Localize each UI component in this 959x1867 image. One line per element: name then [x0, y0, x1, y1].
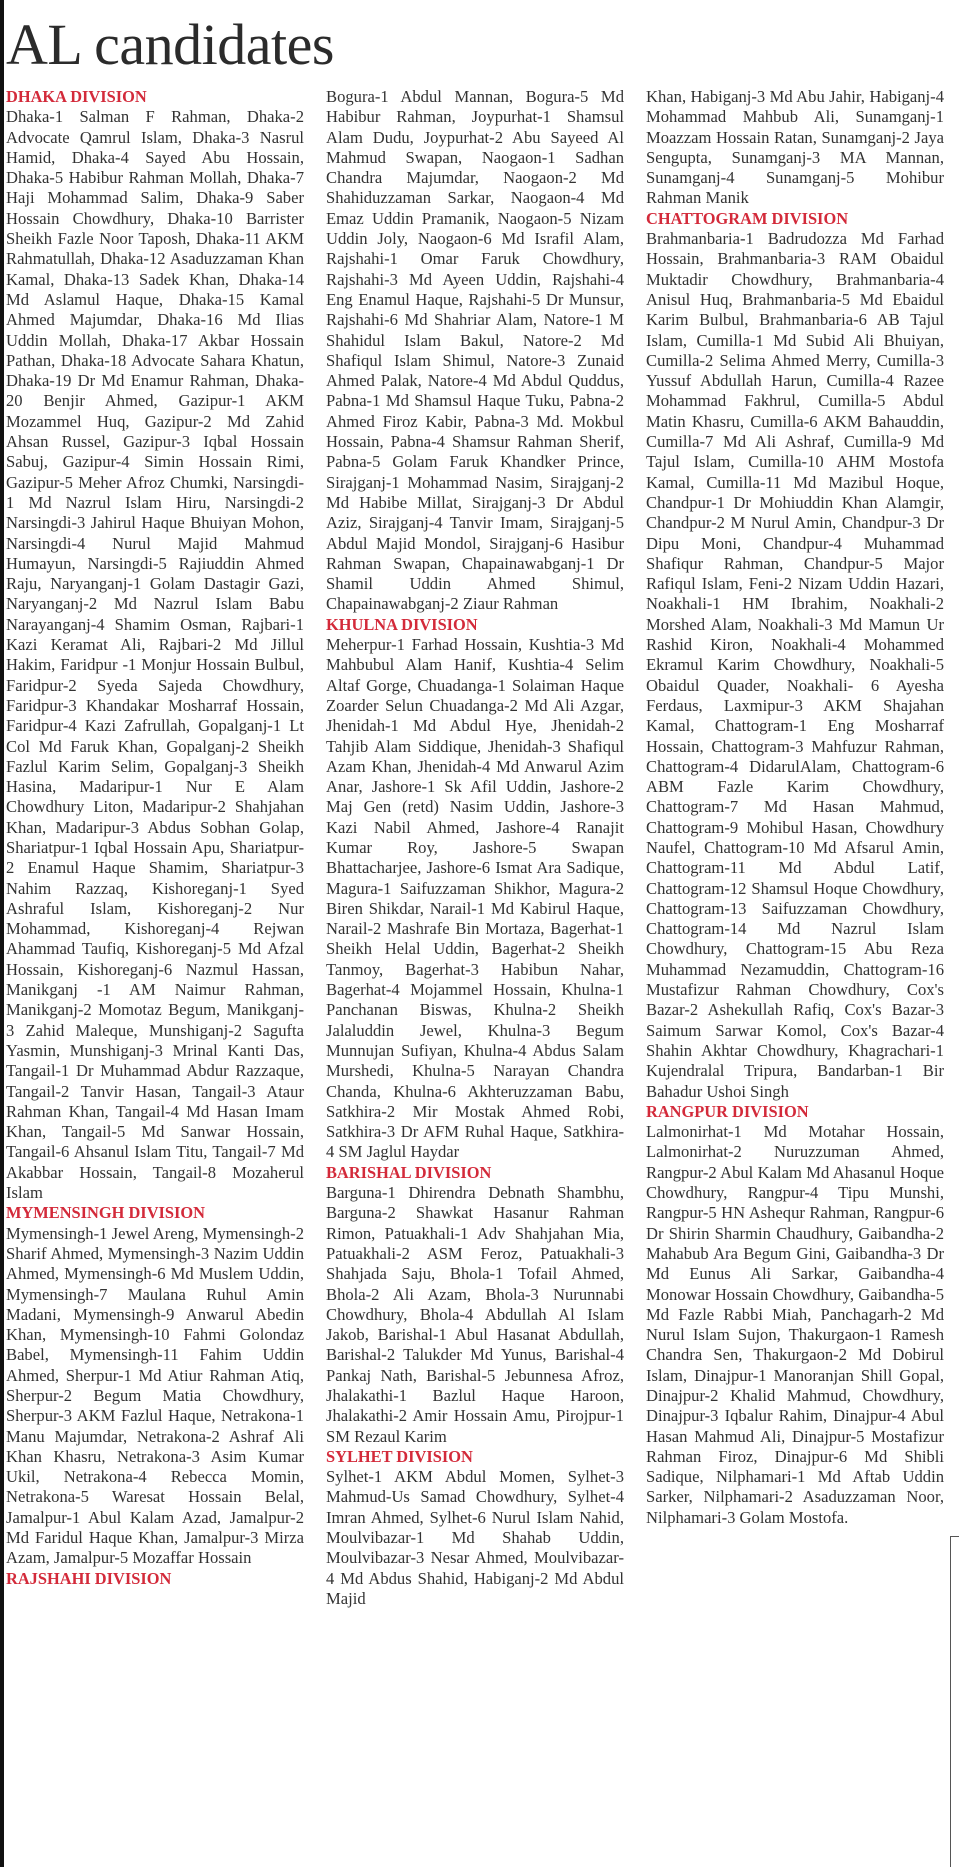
- division-heading-dhaka: DHAKA DIVISION: [6, 87, 147, 106]
- division-heading-chattogram: CHATTOGRAM DIVISION: [646, 208, 849, 228]
- candidate-list-rangpur: Lalmonirhat-1 Md Motahar Hossain, Lalmonirhat-2 Nuruzzuman Ahmed, Rangpur-2 Abul Kalam Md Ahasanul Hoque Chowdhury, Rangpur-4 Tipu Munshi, Rangpur-5 HN Ashequr Rahman, Rangpur-6 Dr Shirin Sharmin Chaudhury, Gaibandha-2 Mahabub Ara Begum Gini, Gaibandha-3 Dr Md Eunus Ali Sarkar, Gaibandha-4 Monowar Hossain Chowdhury, Gaibandha-5 Md Fazle Rabbi Miah, Panchagarh-2 Md Nurul Islam Sujon, Thakurgaon-1 Ramesh Chandra Sen, Thakurgaon-2 Md Dobirul Islam, Dinajpur-1 Manoranjan Shill Gopal, Dinajpur-2 Khalid Mahmud, Chowdhury, Dinajpur-3 Iqbalur Rahim, Dinajpur-4 Abul Hasan Mahmud Ali, Dinajpur-5 Mostafizur Rahman Firoz, Dinajpur-6 Md Shibli Sadique, Nilphamari-1 Md Aftab Uddin Sarker, Nilphamari-2 Asaduzzaman Noor, Nilphamari-3 Golam Mostofa.: [646, 1122, 944, 1527]
- adjacent-article-border: [950, 1536, 959, 1867]
- candidate-list-sylhet: Sylhet-1 AKM Abdul Momen, Sylhet-3 Mahmud-Us Samad Chowdhury, Sylhet-4 Imran Ahmed, Sylhet-6 Nurul Islam Nahid, Moulvibazar-1 Md Shahab Uddin, Moulvibazar-3 Nesar Ahmed, Moulvibazar-4 Md Abdus Shahid, Habiganj-2 Md Abdul Majid: [326, 1467, 624, 1608]
- left-edge-border: [0, 0, 4, 1867]
- page-title: AL candidates: [6, 12, 334, 77]
- division-heading-rangpur: RANGPUR DIVISION: [646, 1101, 809, 1121]
- candidate-list-mymensingh: Mymensingh-1 Jewel Areng, Mymensingh-2 Sharif Ahmed, Mymensingh-3 Nazim Uddin Ahmed, Mymensingh-6 Md Muslem Uddin, Mymensingh-7 Maulana Ruhul Amin Madani, Mymensingh-9 Anwarul Abedin Khan, Mymensingh-10 Fahmi Golondaz Babel, Mymensingh-11 Fahim Uddin Ahmed, Sherpur-1 Md Atiur Rahman Atiq, Sherpur-2 Begum Matia Chowdhury, Sherpur-3 AKM Fazlul Haque, Netrakona-1 Manu Majumdar, Netrakona-2 Ashraf Ali Khan Khasru, Netrakona-3 Asim Kumar Ukil, Netrakona-4 Rebecca Momin, Netrakona-5 Waresat Hossain Belal, Jamalpur-1 Abul Kalam Azad, Jamalpur-2 Md Faridul Haque Khan, Jamalpur-3 Mirza Azam, Jamalpur-5 Mozaffar Hossain: [6, 1223, 304, 1568]
- candidate-list-dhaka: Dhaka-1 Salman F Rahman, Dhaka-2 Advocate Qamrul Islam, Dhaka-3 Nasrul Hamid, Dhaka-4 Sayed Abu Hossain, Dhaka-5 Habibur Rahman Mollah, Dhaka-7 Haji Mohammad Salim, Dhaka-9 Saber Hossain Chowdhury, Dhaka-10 Barrister Sheikh Fazle Noor Taposh, Dhaka-11 AKM Rahmatullah, Dhaka-12 Asaduzzaman Khan Kamal, Dhaka-13 Sadek Khan, Dhaka-14 Md Aslamul Haque, Dhaka-15 Kamal Ahmed Majumdar, Dhaka-16 Md Ilias Uddin Mollah, Dhaka-17 Akbar Hossain Pathan, Dhaka-18 Advocate Sahara Khatun, Dhaka-19 Dr Md Enamur Rahman, Dhaka-20 Benjir Ahmed, Gazipur-1 AKM Mozammel Huq, Gazipur-2 Md Zahid Ahsan Russel, Gazipur-3 Iqbal Hossain Sabuj, Gazipur-4 Simin Hossain Rimi, Gazipur-5 Meher Afroz Chumki, Narsingdi-1 Md Nazrul Islam Hiru, Narsingdi-2 Narsingdi-3 Jahirul Haque Bhuiyan Mohon, Narsingdi-4 Nurul Majid Mahmud Humayun, Narsingdi-5 Rajiuddin Ahmed Raju, Naryanganj-1 Golam Dastagir Gazi, Naryanganj-2 Md Nazrul Islam Babu Narayanganj-4 Shamim Osman, Rajbari-1 Kazi Keramat Ali, Rajbari-2 Md Jillul Hakim, Faridpur -1 Monjur Hossain Bulbul, Faridpur-2 Syeda Sajeda Chowdhury, Faridpur-3 Khandakar Mosharraf Hossain, Faridpur-4 Kazi Zafrullah, Gopalganj-1 Lt Col Md Faruk Khan, Gopalganj-2 Sheikh Fazlul Karim Selim, Gopalganj-3 Sheikh Hasina, Madaripur-1 Nur E Alam Chowdhury Liton, Madaripur-2 Shahjahan Khan, Madaripur-3 Abdus Sobhan Golap, Shariatpur-1 Iqbal Hossain Apu, Shariatpur-2 Enamul Haque Shamim, Shariatpur-3 Nahim Razzaq, Kishoreganj-1 Syed Ashraful Islam, Kishoreganj-2 Nur Mohammad, Kishoreganj-4 Rejwan Ahammad Taufiq, Kishoreganj-5 Md Afzal Hossain, Kishoreganj-6 Nazmul Hassan, Manikganj -1 AM Naimur Rahman, Manikganj-2 Momotaz Begum, Manikganj-3 Zahid Maleque, Munshiganj-2 Sagufta Yasmin, Munshiganj-3 Mrinal Kanti Das, Tangail-1 Dr Muhammad Abdur Razzaque, Tangail-2 Tanvir Hasan, Tangail-3 Ataur Rahman Khan, Tangail-4 Md Hasan Imam Khan, Tangail-5 Md Sanwar Hossain, Tangail-6 Ahsanul Islam Titu, Tangail-7 Md Akabbar Hossain, Tangail-8 Mozaherul Islam: [6, 107, 304, 1203]
- division-heading-barishal: BARISHAL DIVISION: [326, 1162, 492, 1182]
- candidate-list-khulna: Meherpur-1 Farhad Hossain, Kushtia-3 Md Mahbubul Alam Hanif, Kushtia-4 Selim Altaf Gorge, Chuadanga-1 Solaiman Haque Zoarder Selun Chuadanga-2 Md Ali Azgar, Jhenidah-1 Md Abdul Hye, Jhenidah-2 Tahjib Alam Siddique, Jhenidah-3 Shafiqul Azam Khan, Jhenidah-4 Md Anwarul Azim Anar, Jashore-1 Sk Afil Uddin, Jashore-2 Maj Gen (retd) Nasim Uddin, Jashore-3 Kazi Nabil Ahmed, Jashore-4 Ranajit Kumar Roy, Jashore-5 Swapan Bhattacharjee, Jashore-6 Ismat Ara Sadique, Magura-1 Saifuzzaman Shikhor, Magura-2 Biren Shikdar, Narail-1 Md Kabirul Haque, Narail-2 Mashrafe Bin Mortaza, Bagerhat-1 Sheikh Helal Uddin, Bagerhat-2 Sheikh Tanmoy, Bagerhat-3 Habibun Nahar, Bagerhat-4 Mojammel Hossain, Khulna-1 Panchanan Biswas, Khulna-2 Sheikh Jalaluddin Jewel, Khulna-3 Begum Munnujan Sufiyan, Khulna-4 Abdus Salam Murshedi, Khulna-5 Narayan Chandra Chanda, Khulna-6 Akhteruzzaman Babu, Satkhira-2 Mir Mostak Ahmed Robi, Satkhira-3 Dr AFM Ruhal Haque, Satkhira-4 SM Jaglul Haydar: [326, 635, 624, 1162]
- column-3: [646, 87, 944, 1528]
- candidate-list-chattogram: Brahmanbaria-1 Badrudozza Md Farhad Hossain, Brahmanbaria-3 RAM Obaidul Muktadir Chowdhury, Brahmanbaria-4 Anisul Huq, Brahmanbaria-5 Md Ebaidul Karim Bulbul, Brahmanbaria-6 AB Tajul Islam, Cumilla-1 Md Subid Ali Bhuiyan, Cumilla-2 Selima Ahmed Merry, Cumilla-3 Yussuf Abdullah Harun, Cumilla-4 Razee Mohammad Fakhrul, Cumilla-5 Abdul Matin Khasru, Cumilla-6 AKM Bahauddin, Cumilla-7 Md Ali Ashraf, Cumilla-9 Md Tajul Islam, Cumilla-10 AHM Mostofa Kamal, Cumilla-11 Md Mazibul Hoque, Chandpur-1 Dr Mohiuddin Khan Alamgir, Chandpur-2 M Nurul Amin, Chandpur-3 Dr Dipu Moni, Chandpur-4 Muhammad Shafiqur Rahman, Chandpur-5 Major Rafiqul Islam, Feni-2 Nizam Uddin Hazari, Noakhali-1 HM Ibrahim, Noakhali-2 Morshed Alam, Noakhali-3 Md Mamun Ur Rashid Kiron, Noakhali-4 Mohammed Ekramul Karim Chowdhury, Noakhali-5 Obaidul Quader, Noakhali- 6 Ayesha Ferdaus, Laxmipur-3 AKM Shajahan Kamal, Chattogram-1 Eng Mosharraf Hossain, Chattogram-3 Mahfuzur Rahman, Chattogram-4 DidarulAlam, Chattogram-6 ABM Fazle Karim Chowdhury, Chattogram-7 Md Hasan Mahmud, Chattogram-9 Mohibul Hasan, Chowdhury Naufel, Chattogram-10 Md Afsarul Amin, Chattogram-11 Md Abdul Latif, Chattogram-12 Shamsul Hoque Chowdhury, Chattogram-13 Saifuzzaman Chowdhury, Chattogram-14 Md Nazrul Islam Chowdhury, Chattogram-15 Abu Reza Muhammad Nezamuddin, Chattogram-16 Mustafizur Rahman Chowdhury, Cox's Bazar-2 Ashekullah Rafiq, Cox's Bazar-3 Saimum Sarwar Komol, Cox's Bazar-4 Shahin Akhtar Chowdhury, Khagrachari-1 Kujendralal Tripura, Bandarban-1 Bir Bahadur Ushoi Singh: [646, 229, 944, 1101]
- division-heading-khulna: KHULNA DIVISION: [326, 614, 478, 634]
- column-2: [326, 87, 624, 1609]
- candidate-list-barishal: Barguna-1 Dhirendra Debnath Shambhu, Barguna-2 Shawkat Hasanur Rahman Rimon, Patuakhali-1 Adv Shahjahan Mia, Patuakhali-2 ASM Feroz, Patuakhali-3 Shahjada Saju, Bhola-1 Tofail Ahmed, Bhola-2 Ali Azam, Bhola-3 Nurunnabi Chowdhury, Bhola-4 Abdullah Al Islam Jakob, Barishal-1 Abul Hasanat Abdullah, Barishal-2 Talukder Md Yunus, Barishal-4 Pankaj Nath, Barishal-5 Jebunnesa Afroz, Jhalakathi-1 Bazlul Haque Haroon, Jhalakathi-2 Amir Hossain Amu, Pirojpur-1 SM Rezaul Karim: [326, 1183, 624, 1446]
- division-heading-mymensingh: MYMENSINGH DIVISION: [6, 1203, 205, 1223]
- candidate-list-rajshahi: Bogura-1 Abdul Mannan, Bogura-5 Md Habibur Rahman, Joypurhat-1 Shamsul Alam Dudu, Joypurhat-2 Abu Sayeed Al Mahmud Swapan, Naogaon-1 Sadhan Chandra Majumdar, Naogaon-2 Md Shahiduzzaman Sarkar, Naogaon-4 Md Emaz Uddin Pramanik, Naogaon-5 Nizam Uddin Joly, Naogaon-6 Md Israfil Alam, Rajshahi-1 Omar Faruk Chowdhury, Rajshahi-3 Md Ayeen Uddin, Rajshahi-4 Eng Enamul Haque, Rajshahi-5 Dr Munsur, Rajshahi-6 Md Shahriar Alam, Natore-1 M Shahidul Islam Bakul, Natore-2 Md Shafiqul Islam Shimul, Natore-3 Zunaid Ahmed Palak, Natore-4 Md Abdul Quddus, Pabna-1 Md Shamsul Haque Tuku, Pabna-2 Ahmed Firoz Kabir, Pabna-3 Md. Mokbul Hossain, Pabna-4 Shamsur Rahman Sherif, Pabna-5 Golam Faruk Khandker Prince, Sirajganj-1 Mohammad Nasim, Sirajganj-2 Md Habibe Millat, Sirajganj-3 Dr Abdul Aziz, Sirajganj-4 Tanvir Imam, Sirajganj-5 Abdul Majid Mondol, Sirajganj-6 Hasibur Rahman Swapan, Chapainawabganj-1 Dr Shamil Uddin Ahmed Shimul, Chapainawabganj-2 Ziaur Rahman: [326, 87, 624, 614]
- division-heading-rajshahi: RAJSHAHI DIVISION: [6, 1568, 172, 1588]
- division-heading-sylhet: SYLHET DIVISION: [326, 1446, 473, 1466]
- candidate-list-sylhet-continued: Khan, Habiganj-3 Md Abu Jahir, Habiganj-4 Mohammad Mahbub Ali, Sunamganj-1 Moazzam Hossain Ratan, Sunamganj-2 Jaya Sengupta, Sunamganj-3 MA Mannan, Sunamganj-4 Sunamganj-5 Mohibur Rahman Manik: [646, 87, 944, 208]
- column-1: [6, 87, 304, 1589]
